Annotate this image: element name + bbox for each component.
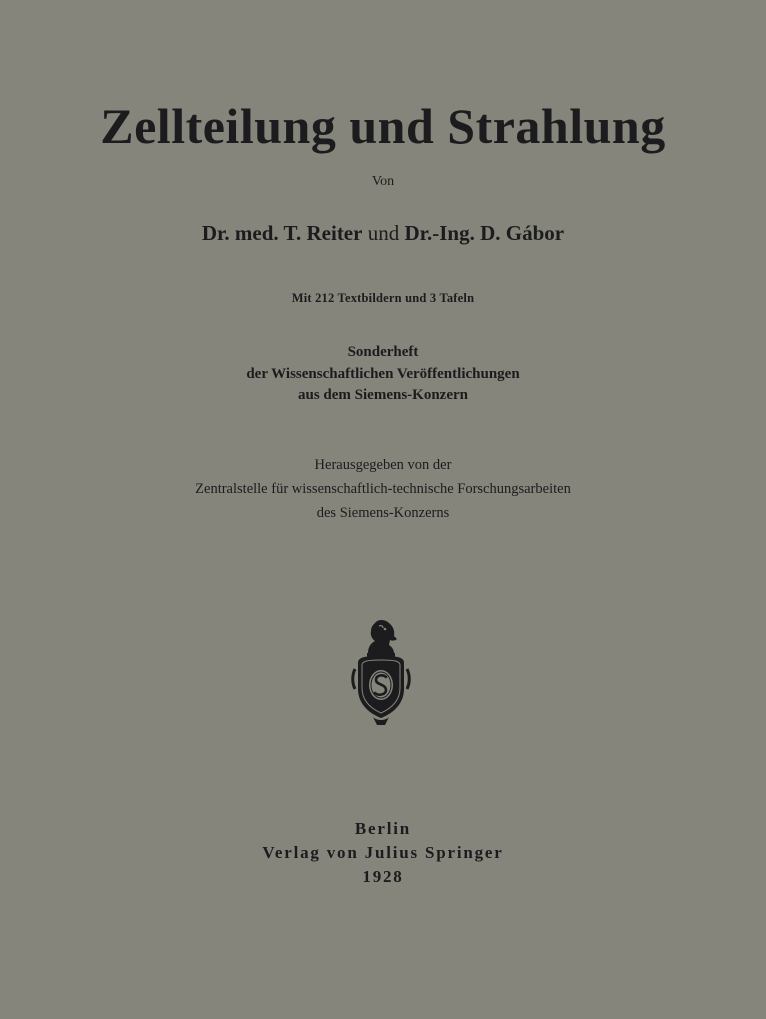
book-title: Zellteilung und Strahlung — [100, 98, 666, 154]
imprint-block — [0, 817, 766, 889]
figures-note: Mit 212 Textbildern und 3 Tafeln — [291, 291, 475, 305]
by-label: Von — [371, 174, 395, 189]
series-block — [0, 342, 766, 407]
series-line: Sonderheft — [347, 344, 419, 360]
author-2: Dr.-Ing. D. Gábor — [404, 221, 565, 245]
authors-line — [0, 220, 766, 246]
editor-block — [0, 453, 766, 525]
editor-line: Zentralstelle für wissenschaftlich-technische Forschungsarbeiten — [195, 481, 571, 497]
imprint-year: 1928 — [362, 867, 404, 886]
springer-horse-logo-icon — [345, 617, 417, 727]
editor-line: Herausgegeben von der — [314, 457, 452, 473]
imprint-publisher: Verlag von Julius Springer — [262, 843, 504, 862]
author-1: Dr. med. T. Reiter — [201, 221, 363, 245]
series-line: der Wissenschaftlichen Veröffentlichungen — [246, 365, 520, 382]
series-line: aus dem Siemens-Konzern — [298, 387, 468, 403]
authors-conjunction: und — [367, 221, 400, 245]
editor-line: des Siemens-Konzerns — [316, 505, 450, 521]
imprint-city: Berlin — [354, 819, 412, 838]
